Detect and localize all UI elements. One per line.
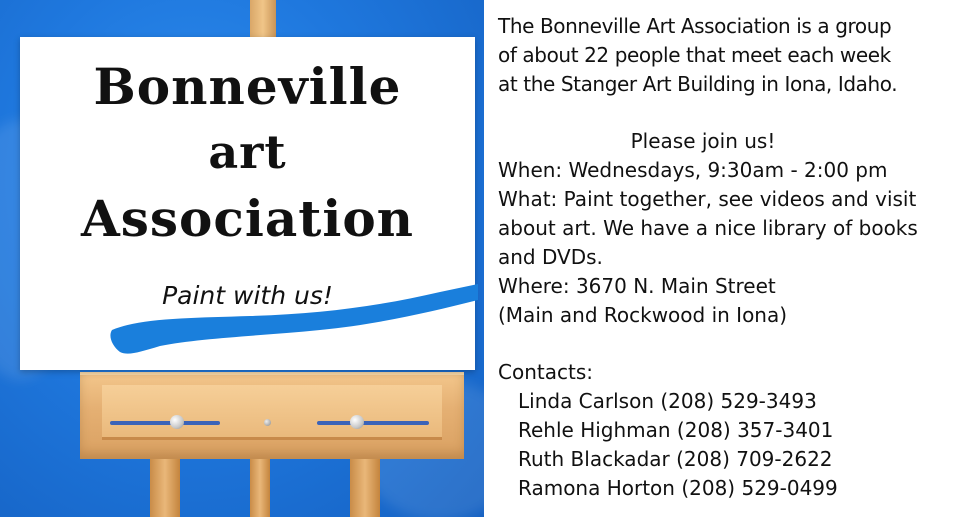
contact-entry: Rehle Highman (208) 357-3401 — [518, 418, 834, 442]
contact-entry: Ramona Horton (208) 529-0499 — [518, 476, 838, 500]
intro-line: The Bonneville Art Association is a group — [498, 14, 892, 38]
invite-text: Please join us! — [630, 129, 776, 153]
logo-tagline: Paint with us! — [162, 281, 333, 310]
contact-entry: Linda Carlson (208) 529-3493 — [518, 389, 817, 413]
contact-entry: Ruth Blackadar (208) 709-2622 — [518, 447, 833, 471]
logo-title-line2: art — [208, 125, 287, 179]
what-line: about art. We have a nice library of books — [498, 216, 918, 240]
what-line: What: Paint together, see videos and visit — [498, 187, 917, 211]
where-line: (Main and Rockwood in Iona) — [498, 303, 788, 327]
where-line: Where: 3670 N. Main Street — [498, 274, 776, 298]
what-line: and DVDs. — [498, 245, 603, 269]
contacts-heading: Contacts: — [498, 360, 593, 384]
intro-line: at the Stanger Art Building in Iona, Idaho. — [498, 72, 898, 96]
when-text: When: Wednesdays, 9:30am - 2:00 pm — [498, 158, 888, 182]
logo-title-line3: Association — [80, 189, 415, 248]
intro-line: of about 22 people that meet each week — [498, 43, 891, 67]
logo-title-line1: Bonneville — [93, 57, 402, 116]
info-column — [498, 12, 948, 503]
